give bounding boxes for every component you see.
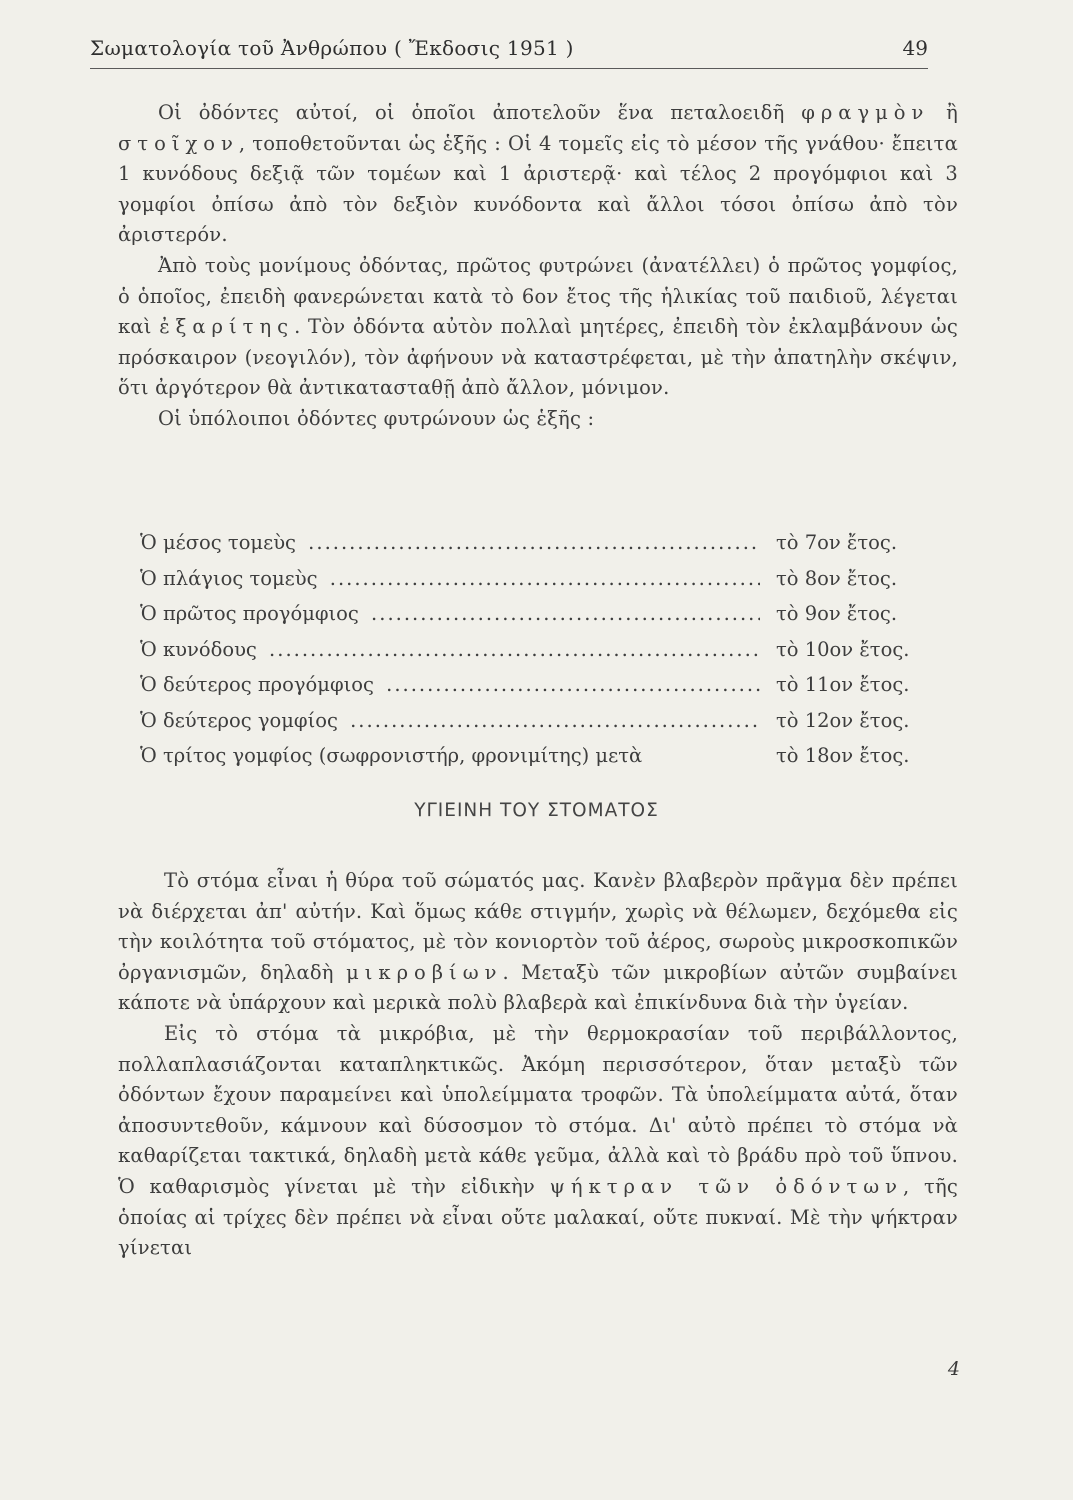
section-teeth-text — [118, 98, 958, 435]
eruption-age: τὸ 11ον ἔτος. — [776, 673, 910, 696]
spaced-term: μικροβίων — [346, 960, 503, 984]
eruption-list — [140, 528, 940, 777]
tooth-name: Ὁ πρῶτος προγόμφιος — [140, 602, 363, 625]
eruption-age: τὸ 18ον ἔτος. — [776, 744, 910, 767]
spaced-term: ψήκτραν τῶν ὀδόντων — [549, 1174, 903, 1198]
eruption-age: τὸ 9ον ἔτος. — [776, 602, 898, 625]
list-item — [140, 635, 940, 671]
spaced-term: στοῖχον — [118, 131, 239, 155]
page-header — [90, 34, 928, 69]
eruption-age: τὸ 7ον ἔτος. — [776, 531, 898, 554]
list-item — [140, 741, 940, 777]
section-heading: ΥΓΙΕΙΝΗ ΤΟΥ ΣΤΟΜΑΤΟΣ — [414, 800, 659, 821]
paragraph: Οἱ ὑπόλοιποι ὀδόντες φυτρώνουν ὡς ἑξῆς : — [158, 406, 595, 430]
list-item — [140, 599, 940, 635]
tooth-name: Ὁ κυνόδους — [140, 638, 261, 661]
signature-mark: 4 — [947, 1358, 960, 1380]
paragraph: Εἰς τὸ στόμα τὰ μικρόβια, μὲ τὴν θερμοκρασίαν τοῦ περιβάλλοντος, πολλαπλασιάζονται καταπληκτικῶς. Ἀκόμη περισσότερον, ὅταν μεταξὺ τῶν ὀδόντων ἔχουν παραμείνει καὶ ὑπολείμματα τροφῶν. Τὰ ὑπολείμματα αὐτά, ὅταν ἀποσυντεθοῦν, κάμνουν καὶ δύσοσμον τὸ στόμα. Δι' αὐτὸ πρέπει τὸ στόμα νὰ καθαρίζεται τακτικά, δηλαδὴ μετὰ κάθε γεῦμα, ἀλλὰ καὶ τὸ βράδυ πρὸ τοῦ ὕπνου. Ὁ καθαρισμὸς γίνεται μὲ τὴν εἰδικὴν ψήκτραν τῶν ὀδόντων, τῆς ὁποίας αἱ τρίχες δὲν πρέπει νὰ εἶναι οὔτε μαλακαί, οὔτε πυκναί. Μὲ τὴν ψήκτραν γίνεται — [118, 1021, 958, 1260]
eruption-age: τὸ 8ον ἔτος. — [776, 566, 898, 590]
running-title: Σωματολογία τοῦ Ἀνθρώπου ( Ἔκδοσις 1951 ) — [90, 36, 574, 60]
tooth-name: Ὁ πλάγιος τομεὺς — [140, 567, 322, 590]
list-item — [140, 564, 940, 600]
list-item — [140, 528, 940, 564]
page-number: 49 — [902, 36, 928, 60]
eruption-age: τὸ 10ον ἔτος. — [776, 637, 910, 661]
paragraph: Τὸ στόμα εἶναι ἡ θύρα τοῦ σώματός μας. Κανὲν βλαβερὸν πρᾶγμα δὲν πρέπει νὰ διέρχεται ἀπ' αὐτήν. Καὶ ὅμως κάθε στιγμήν, χωρὶς νὰ θέλωμεν, δεχόμεθα εἰς τὴν κοιλότητα τοῦ στόματος, μὲ τὸν κονιορτὸν τοῦ ἀέρος, σωροὺς μικροσκοπικῶν ὀργανισμῶν, δηλαδὴ μικροβίων. Μεταξὺ τῶν μικροβίων αὐτῶν συμβαίνει κάποτε νὰ ὑπάρχουν καὶ μερικὰ πολὺ βλαβερὰ καὶ ἐπικίνδυνα διὰ τὴν ὑγείαν. — [118, 869, 958, 1015]
list-item — [140, 670, 940, 706]
spaced-term: φραγμὸν — [801, 101, 930, 124]
tooth-name: Ὁ τρίτος γομφίος (σωφρονιστήρ, φρονιμίτης) μετὰ — [140, 744, 646, 767]
tooth-name: Ὁ δεύτερος προγόμφιος — [140, 673, 378, 696]
list-item — [140, 706, 940, 742]
section-hygiene-text — [118, 866, 958, 1264]
paragraph: Οἱ ὀδόντες αὐτοί, οἱ ὁποῖοι ἀποτελοῦν ἕνα πεταλοειδῆ φραγμὸν ἢ στοῖχον, τοποθετοῦνται ὡς ἑξῆς : Οἱ 4 τομεῖς εἰς τὸ μέσον τῆς γνάθου· ἔπειτα 1 κυνόδους δεξιᾷ τῶν τομέων καὶ 1 ἀριστερᾷ· καὶ τέλος 2 προγόμφιοι καὶ 3 γομφίοι ὀπίσω ἀπὸ τὸν δεξιὸν κυνόδοντα καὶ ἄλλοι τόσοι ὀπίσω ἀπὸ τὸν ἀριστερόν. — [118, 101, 958, 247]
tooth-name: Ὁ μέσος τομεὺς — [140, 531, 300, 554]
tooth-name: Ὁ δεύτερος γομφίος — [140, 709, 342, 732]
paragraph: Ἀπὸ τοὺς μονίμους ὀδόντας, πρῶτος φυτρώνει (ἀνατέλλει) ὁ πρῶτος γομφίος, ὁ ὁποῖος, ἐπειδὴ φανερώνεται κατὰ τὸ 6ον ἔτος τῆς ἡλικίας τοῦ παιδιοῦ, λέγεται καὶ ἐξαρίτης. Τὸν ὀδόντα αὐτὸν πολλαὶ μητέρες, ἐπειδὴ τὸν ἐκλαμβάνουν ὡς πρόσκαιρον (νεογιλόν), τὸν ἀφήνουν νὰ καταστρέφεται, μὲ τὴν ἀπατηλὴν σκέψιν, ὅτι ἀργότερον θὰ ἀντικατασταθῇ ἀπὸ ἄλλον, μόνιμον. — [118, 253, 958, 400]
eruption-age: τὸ 12ον ἔτος. — [776, 708, 910, 732]
spaced-term: ἐξαρίτης — [159, 315, 295, 339]
